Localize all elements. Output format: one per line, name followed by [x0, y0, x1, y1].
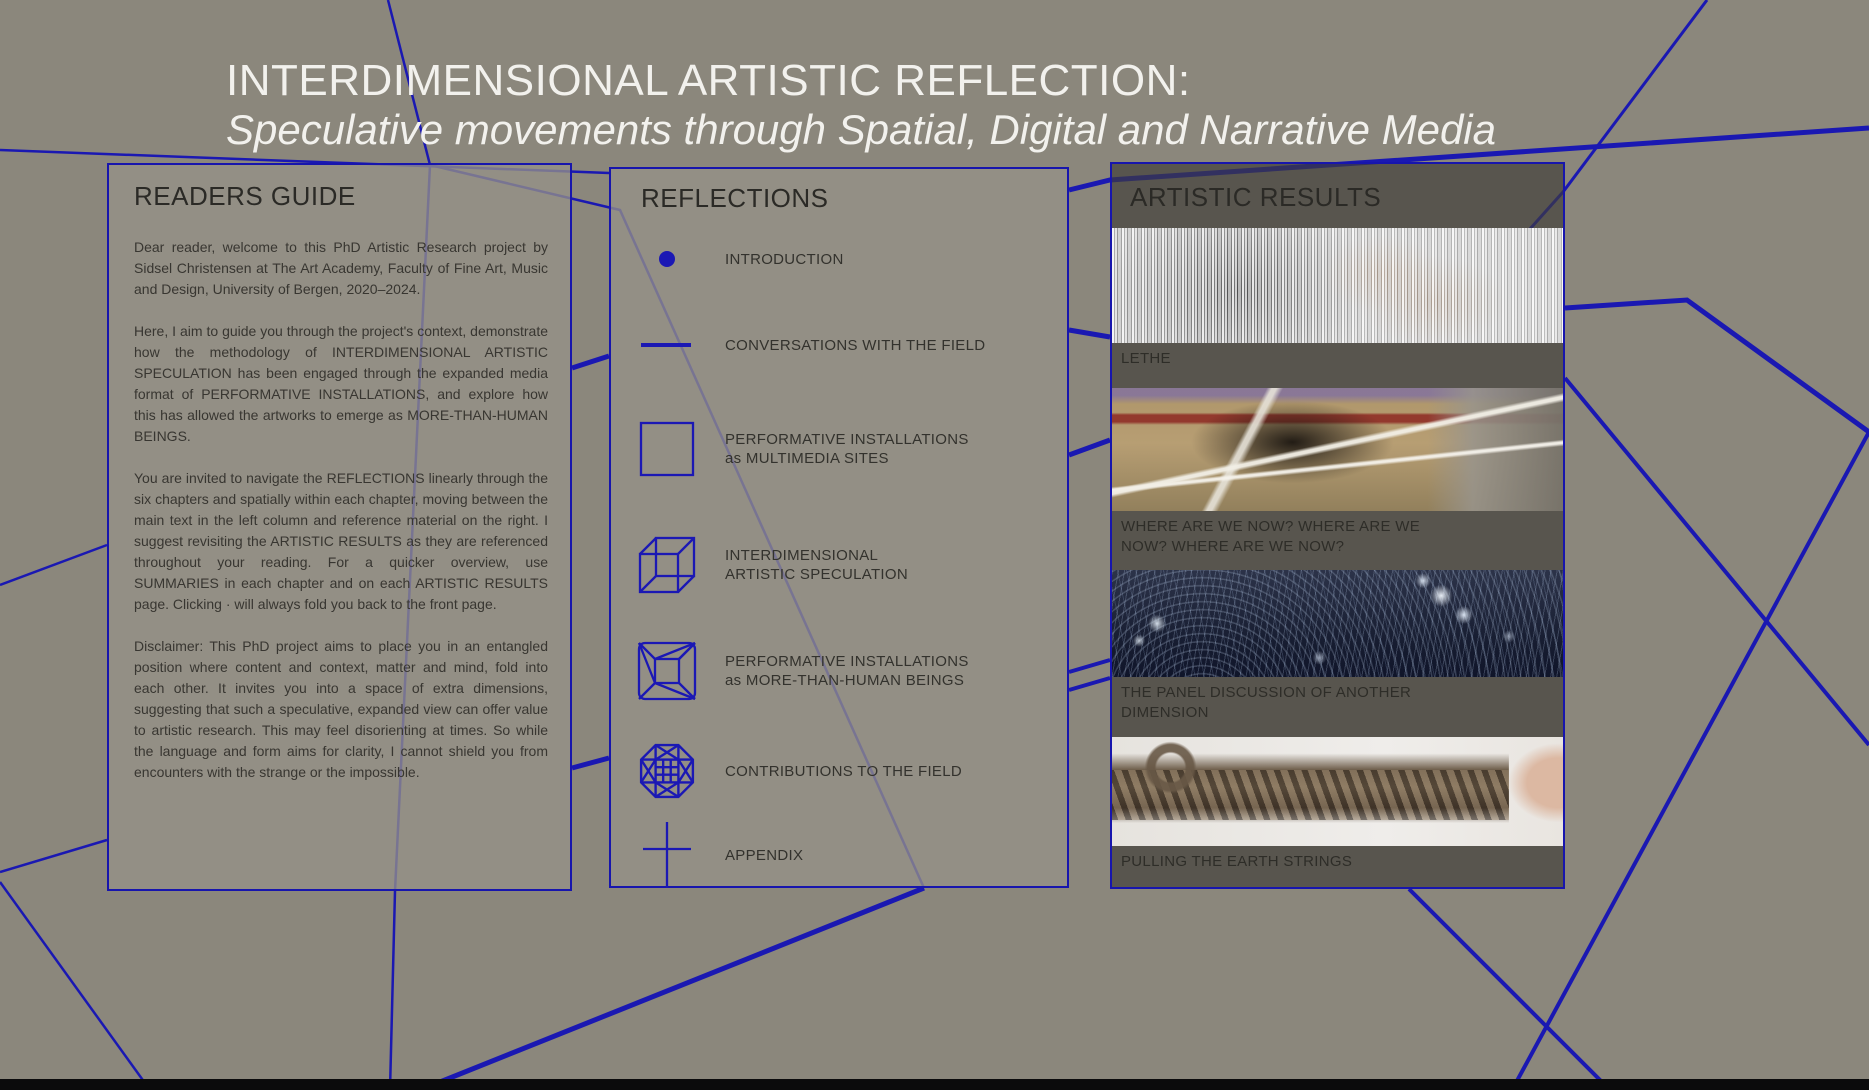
caption-text: THE PANEL DISCUSSION OF ANOTHER DIMENSION	[1121, 684, 1412, 721]
caption-text: LETHE	[1121, 350, 1171, 367]
menu-item-introduction[interactable]	[633, 223, 1053, 295]
caption-lethe[interactable]	[1112, 343, 1563, 388]
artistic-results-header	[1112, 164, 1563, 228]
menu-item-multimedia-sites[interactable]	[633, 413, 1053, 485]
caption-text: PULLING THE EARTH STRINGS	[1121, 853, 1353, 870]
menu-item-more-than-human[interactable]	[633, 635, 1053, 707]
menu-item-label: APPENDIX	[725, 846, 804, 864]
reflections-panel	[609, 167, 1069, 888]
caption-pulling-earth-strings[interactable]	[1112, 846, 1563, 887]
menu-item-artistic-speculation[interactable]	[633, 529, 1053, 601]
tesseract-icon	[633, 635, 701, 707]
artistic-results-title: ARTISTIC RESULTS	[1130, 182, 1382, 212]
menu-item-label: CONVERSATIONS WITH THE FIELD	[725, 336, 986, 354]
menu-item-appendix[interactable]	[633, 819, 1053, 891]
bottom-edge-strip	[0, 1079, 1869, 1090]
readers-guide-paragraph: Here, I aim to guide you through the project's context, demonstrate how the methodology of INTERDIMENSIONAL ARTISTIC SPECULATION has been engaged through the expanded media format of PERFORMATIVE INSTALLATIONS, and explore how this has allowed the artworks to emerge as MORE-THAN-HUMAN BEINGS.	[134, 323, 548, 444]
polytope-icon	[633, 735, 701, 807]
artistic-results-panel	[1110, 162, 1565, 889]
page-title-subtitle: Speculative movements through Spatial, Digital and Narrative Media	[226, 106, 1496, 153]
menu-item-label: PERFORMATIVE INSTALLATIONS	[725, 653, 969, 670]
thumbnail-lethe[interactable]	[1112, 228, 1563, 343]
menu-item-label-line2: ARTISTIC SPECULATION	[725, 566, 908, 583]
readers-guide-title: READERS GUIDE	[134, 181, 356, 211]
caption-where-are-we-now[interactable]	[1112, 511, 1563, 570]
dot-icon	[633, 223, 701, 295]
menu-item-label: INTERDIMENSIONAL	[725, 547, 879, 564]
menu-item-label: INTRODUCTION	[725, 250, 844, 268]
menu-item-label: CONTRIBUTIONS TO THE FIELD	[725, 762, 962, 780]
menu-item-contributions[interactable]	[633, 735, 1053, 807]
page-title	[226, 56, 1496, 154]
plus-icon	[633, 819, 701, 891]
readers-guide-paragraph: Disclaimer: This PhD project aims to place you in an entangled position where content and context, matter and mind, fold into each other. It invites you into a space of extra dimensions, suggesting that such a speculative, expanded view can offer value to artistic research. This may feel disorienting at times. So while the language and form aims for clarity, I cannot shield you from encounters with the strange or the impossible.	[134, 638, 548, 780]
reflections-title: REFLECTIONS	[641, 183, 829, 213]
readers-guide-body	[134, 237, 548, 804]
menu-item-conversations[interactable]	[633, 309, 1053, 381]
thumbnail-panel-discussion[interactable]	[1112, 570, 1563, 677]
thumbnail-pulling-earth-strings[interactable]	[1112, 737, 1563, 846]
square-icon	[633, 413, 701, 485]
caption-panel-discussion[interactable]	[1112, 677, 1563, 737]
caption-text: WHERE ARE WE NOW? WHERE ARE WE NOW? WHERE ARE WE NOW?	[1121, 518, 1421, 555]
readers-guide-panel	[107, 163, 572, 891]
readers-guide-paragraph: You are invited to navigate the REFLECTIONS linearly through the six chapters and spatially within each chapter, moving between the main text in the left column and reference material on the right. I suggest revisiting the ARTISTIC RESULTS as they are referenced throughout your reading. For a quicker overview, use SUMMARIES in each chapter and on each ARTISTIC RESULTS page. Clicking · will always fold you back to the front page.	[134, 470, 548, 612]
menu-item-label-line2: as MORE-THAN-HUMAN BEINGS	[725, 672, 965, 689]
menu-item-label-line2: as MULTIMEDIA SITES	[725, 450, 889, 467]
menu-item-label: PERFORMATIVE INSTALLATIONS	[725, 431, 969, 448]
cube-icon	[633, 529, 701, 601]
readers-guide-paragraph: Dear reader, welcome to this PhD Artistic Research project by Sidsel Christensen at The Art Academy, Faculty of Fine Art, Music and Design, University of Bergen, 2020–2024.	[134, 239, 548, 297]
page-title-line1: INTERDIMENSIONAL ARTISTIC REFLECTION:	[226, 56, 1191, 105]
line-icon	[633, 309, 701, 381]
thumbnail-where-are-we-now[interactable]	[1112, 388, 1563, 511]
